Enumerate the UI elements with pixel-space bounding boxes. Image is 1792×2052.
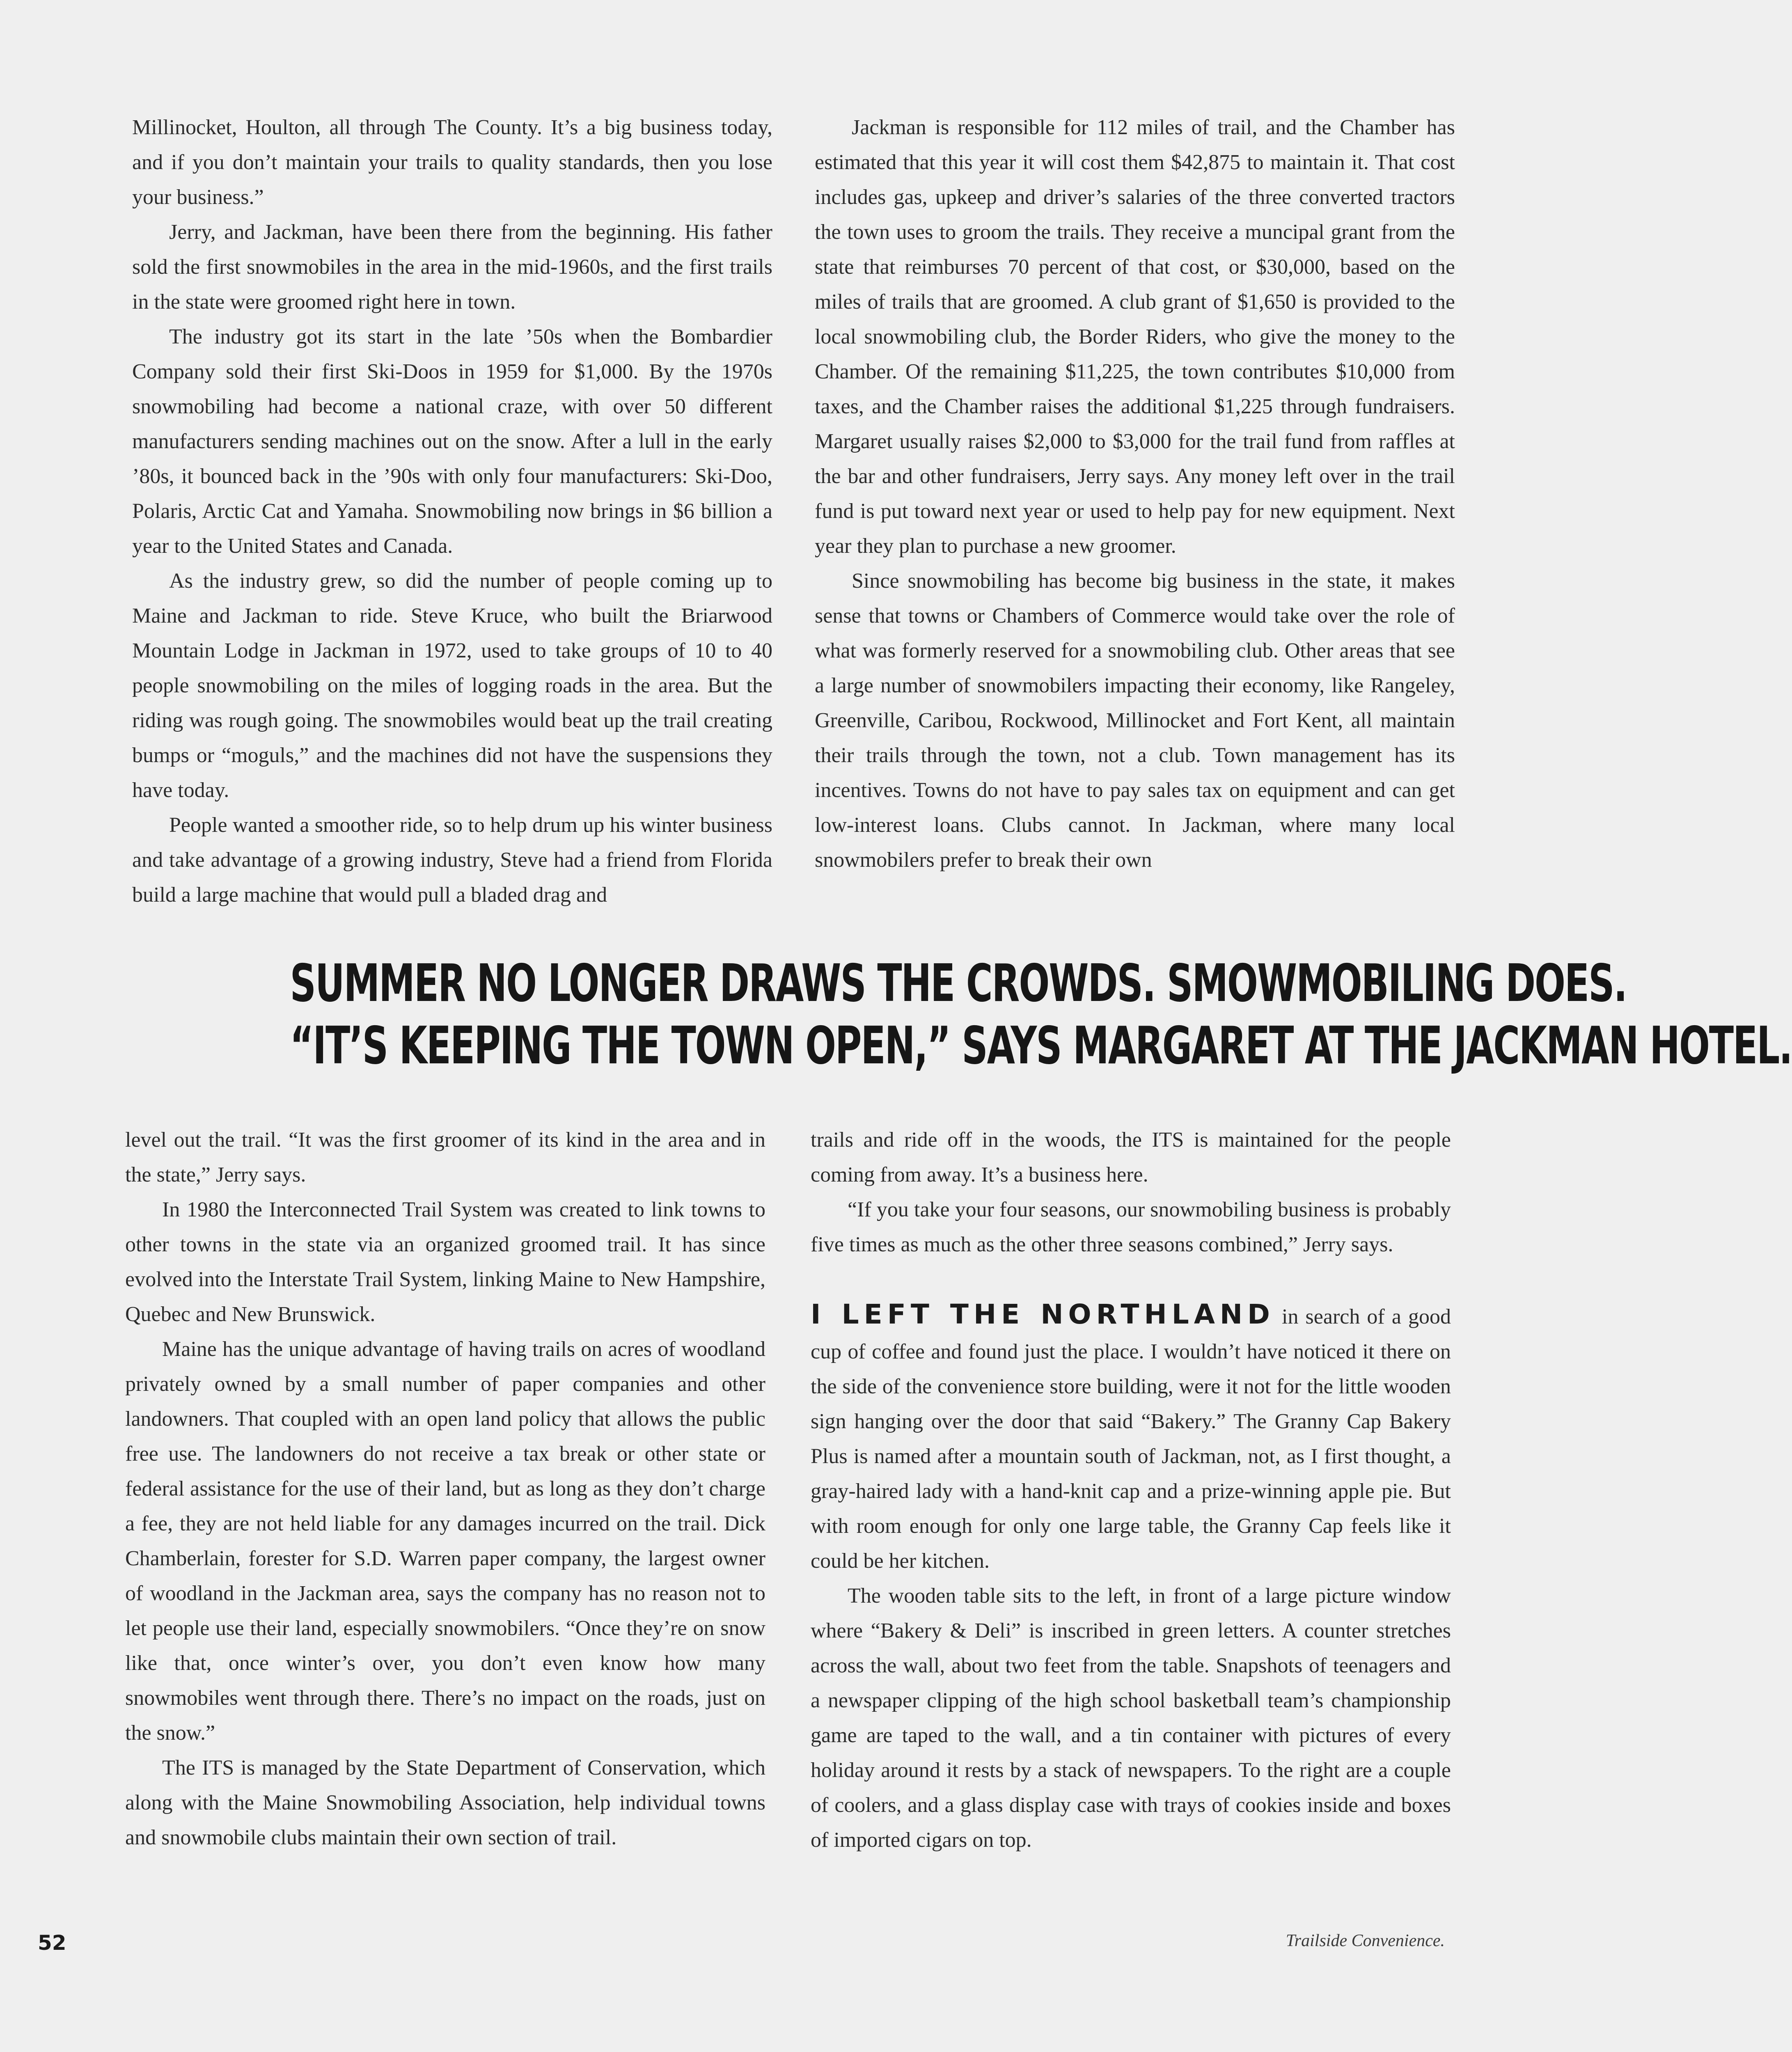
top-right-column (815, 110, 1455, 877)
pull-quote-line: “IT’S KEEPING THE TOWN OPEN,” SAYS MARGARET AT THE JACKMAN HOTEL. (290, 1015, 1792, 1076)
paragraph: Since snowmobiling has become big business in the state, it makes sense that towns or Chambers of Commerce would take over the role of what was formerly reserved for a snowmobiling club. Other areas that see a large number of snowmobilers impacting their economy, like Rangeley, Greenville, Caribou, Rockwood, Millinocket and Fort Kent, all maintain their trails through the town, not a club. Town management has its incentives. Towns do not have to pay sales tax on equipment and can get low-interest loans. Clubs cannot. In Jackman, where many local snowmobilers prefer to break their own (815, 569, 1455, 872)
paragraph: Jackman is responsible for 112 miles of trail, and the Chamber has estimated that this year it will cost them $42,875 to maintain it. That cost includes gas, upkeep and driver’s salaries of the three converted tractors the town uses to groom the trails. They receive a muncipal grant from the state that reimburses 70 percent of that cost, or $30,000, based on the miles of trails that are groomed. A club grant of $1,650 is provided to the local snowmobiling club, the Border Riders, who give the money to the Chamber. Of the remaining $11,225, the town contributes $10,000 from taxes, and the Chamber raises the additional $1,225 through fundraisers. Margaret usually raises $2,000 to $3,000 for the trail fund from raffles at the bar and other fundraisers, Jerry says. Any money left over in the trail fund is put toward next year or used to help pay for new equipment. Next year they plan to purchase a new groomer. (815, 116, 1455, 558)
paragraph: In 1980 the Interconnected Trail System was created to link towns to other towns in the state via an organized groomed trail. It has since evolved into the Interstate Trail System, linking Maine to New Hampshire, Quebec and New Brunswick. (125, 1198, 765, 1326)
section-lead-in: I LEFT THE NORTHLAND (811, 1299, 1275, 1330)
paragraph: Millinocket, Houlton, all through The County. It’s a big business today, and if you don’t maintain your trails to quality standards, then you lose your business.” (132, 116, 772, 209)
paragraph: Jerry, and Jackman, have been there from the beginning. His father sold the first snowmobiles in the area in the mid-1960s, and the first trails in the state were groomed right here in town. (132, 220, 772, 314)
paragraph: The industry got its start in the late ’50s when the Bombardier Company sold their first Ski-Doos in 1959 for $1,000. By the 1970s snowmobiling had become a national craze, with over 50 different manufacturers sending machines out on the snow. After a lull in the early ’80s, it bounced back in the ’90s with only four manufacturers: Ski-Doo, Polaris, Arctic Cat and Yamaha. Snowmobiling now brings in $6 billion a year to the United States and Canada. (132, 325, 772, 558)
pull-quote-line: SUMMER NO LONGER DRAWS THE CROWDS. SMOWMOBILING DOES. (290, 953, 1627, 1013)
paragraph: People wanted a smoother ride, so to help drum up his winter business and take advantage of a growing industry, Steve had a friend from Florida build a large machine that would pull a bladed drag and (132, 813, 772, 907)
section-break (811, 1262, 1451, 1297)
bottom-left-column (125, 1122, 765, 1855)
paragraph: trails and ride off in the woods, the ITS is maintained for the people coming from away. It’s a business here. (811, 1128, 1451, 1186)
paragraph: “If you take your four seasons, our snowmobiling business is probably five times as much as the other three seasons combined,” Jerry says. (811, 1198, 1451, 1256)
page-number: 52 (38, 1931, 66, 1955)
pull-quote (290, 952, 1792, 1077)
top-left-column (132, 110, 772, 912)
paragraph: level out the trail. “It was the first groomer of its kind in the area and in the state,” Jerry says. (125, 1128, 765, 1186)
paragraph: The wooden table sits to the left, in front of a large picture window where “Bakery & Deli” is inscribed in green letters. A counter stretches across the wall, about two feet from the table. Snapshots of teenagers and a newspaper clipping of the high school basketball team’s championship game are taped to the wall, and a tin container with pictures of every holiday around it rests by a stack of newspapers. To the right are a couple of coolers, and a glass display case with trays of cookies inside and boxes of imported cigars on top. (811, 1584, 1451, 1852)
paragraph: Maine has the unique advantage of having trails on acres of woodland privately owned by a small number of paper companies and other landowners. That coupled with an open land policy that allows the public free use. The landowners do not receive a tax break or other state or federal assistance for the use of their land, but as long as they don’t charge a fee, they are not held liable for any damages incurred on the trail. Dick Chamberlain, forester for S.D. Warren paper company, the largest owner of woodland in the Jackman area, says the company has no reason not to let people use their land, especially snowmobilers. “Once they’re on snow like that, once winter’s over, you don’t even know how many snowmobiles went through there. There’s no impact on the roads, just on the snow.” (125, 1337, 765, 1745)
paragraph: The ITS is managed by the State Department of Conservation, which along with the Maine Snowmobiling Association, help individual towns and snowmobile clubs maintain their own section of trail. (125, 1756, 765, 1849)
paragraph: As the industry grew, so did the number of people coming up to Maine and Jackman to ride. Steve Kruce, who built the Briarwood Mountain Lodge in Jackman in 1972, used to take groups of 10 to 40 people snowmobiling on the miles of logging roads in the area. But the riding was rough going. The snowmobiles would beat up the trail creating bumps or “moguls,” and the machines did not have the suspensions they have today. (132, 569, 772, 802)
photo-caption: Trailside Convenience. (1286, 1931, 1445, 1950)
section-opening-paragraph (811, 1297, 1451, 1578)
paragraph-text: in search of a good cup of coffee and found just the place. I wouldn’t have noticed it there on the side of the convenience store building, were it not for the little wooden sign hanging over the door that said “Bakery.” The Granny Cap Bakery Plus is named after a mountain south of Jackman, not, as I first thought, a gray-haired lady with a hand-knit cap and a prize-winning apple pie. But with room enough for only one large table, the Granny Cap feels like it could be her kitchen. (811, 1305, 1451, 1573)
bottom-right-column (811, 1122, 1451, 1857)
